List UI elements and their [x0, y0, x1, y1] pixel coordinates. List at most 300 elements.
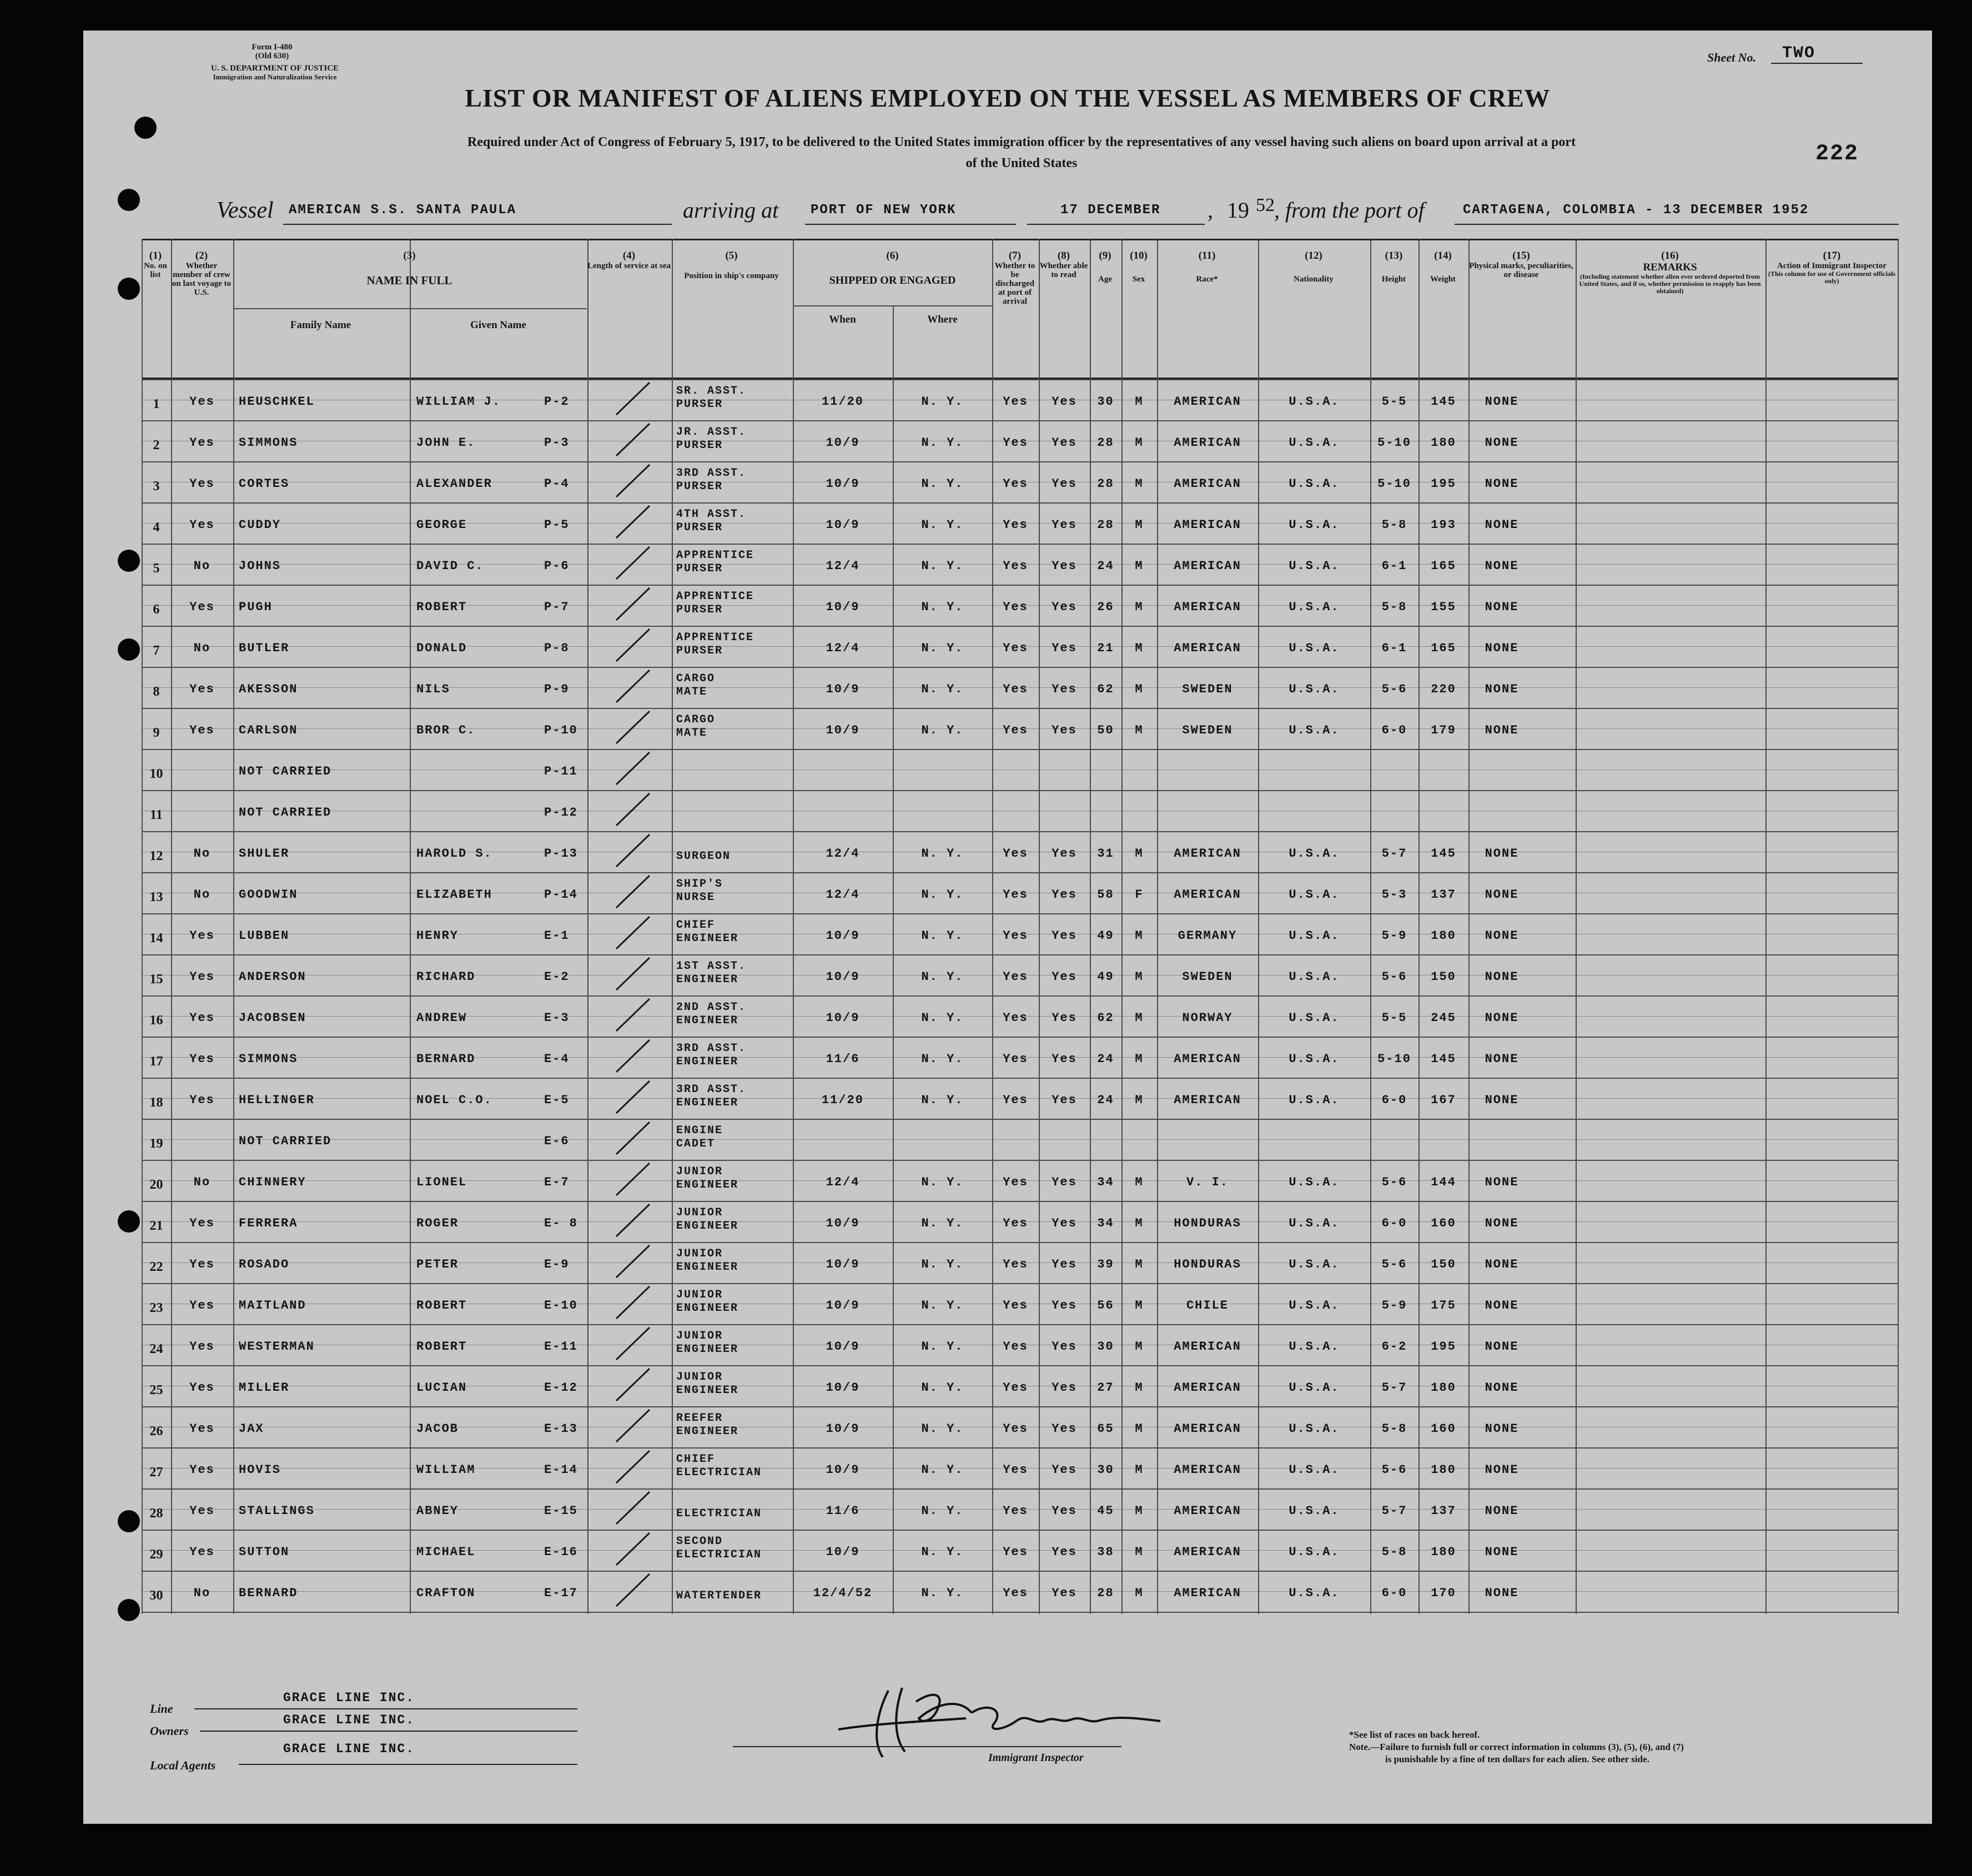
cell-read: Yes	[1052, 1504, 1077, 1518]
cell-where: N. Y.	[921, 929, 964, 943]
cell-pos1: SR. ASST.	[676, 385, 747, 398]
cell-read: Yes	[1052, 1422, 1077, 1436]
cell-weight: 145	[1431, 395, 1456, 409]
cell-pos1: SECOND	[676, 1535, 723, 1548]
cell-weight: 179	[1431, 723, 1456, 737]
cell-member: Yes	[189, 970, 215, 984]
service-check-mark	[611, 789, 666, 830]
cell-pos1: APPRENTICE	[676, 590, 754, 603]
cell-pos2: ELECTRICIAN	[676, 1507, 762, 1520]
cell-height: 6-0	[1381, 1216, 1407, 1230]
cell-when: 11/6	[826, 1052, 860, 1066]
cell-phys: NONE	[1485, 929, 1519, 943]
cell-code: E-3	[544, 1011, 570, 1025]
cell-read: Yes	[1052, 723, 1077, 737]
cell-weight: 160	[1431, 1216, 1456, 1230]
cell-pos1: CARGO	[676, 672, 716, 685]
form-number: Form I-480	[251, 43, 293, 52]
cell-weight: 160	[1431, 1422, 1456, 1436]
cell-phys: NONE	[1485, 1504, 1519, 1518]
cell-no: 10	[149, 767, 163, 781]
cell-age: 39	[1097, 1258, 1114, 1271]
cell-pos2: ELECTRICIAN	[676, 1548, 762, 1561]
table-row	[83, 1162, 1932, 1203]
cell-family: JAX	[239, 1422, 264, 1436]
cell-race: AMERICAN	[1174, 1545, 1241, 1559]
cell-read: Yes	[1052, 1463, 1077, 1477]
cell-height: 5-6	[1381, 970, 1407, 984]
cell-member: Yes	[189, 518, 215, 532]
cell-when: 12/4	[826, 559, 860, 573]
cell-family: MILLER	[239, 1381, 290, 1395]
cell-weight: 150	[1431, 970, 1456, 984]
cell-age: 49	[1097, 929, 1114, 943]
cell-pos1: APPRENTICE	[676, 549, 754, 562]
cell-when: 12/4	[826, 1175, 860, 1189]
cell-sex: M	[1135, 1463, 1144, 1477]
cell-race: CHILE	[1186, 1299, 1229, 1312]
table-row	[83, 916, 1932, 957]
cell-family: SHULER	[239, 847, 290, 861]
cell-read: Yes	[1052, 847, 1077, 861]
cell-read: Yes	[1052, 929, 1077, 943]
cell-height: 6-0	[1381, 723, 1407, 737]
cell-pos2: MATE	[676, 686, 708, 698]
table-row	[83, 1244, 1932, 1285]
cell-disch: Yes	[1003, 641, 1028, 655]
cell-race: AMERICAN	[1174, 395, 1241, 409]
cell-code: E-6	[544, 1134, 570, 1148]
cell-read: Yes	[1052, 1586, 1077, 1600]
cell-given: GEORGE	[416, 518, 467, 532]
cell-member: Yes	[189, 682, 215, 696]
cell-nat: U.S.A.	[1289, 518, 1340, 532]
cell-race: SWEDEN	[1182, 970, 1233, 984]
cell-pos2: ENGINEER	[676, 1261, 739, 1274]
cell-pos1: CHIEF	[676, 1453, 716, 1466]
cell-code: P-5	[544, 518, 570, 532]
cell-age: 30	[1097, 1340, 1114, 1354]
cell-where: N. Y.	[921, 682, 964, 696]
header-discharged: (7) Whether to be discharged at port of arrival	[994, 250, 1035, 306]
cell-no: 22	[149, 1260, 163, 1274]
cell-pos1: JUNIOR	[676, 1330, 723, 1342]
sheet-label: Sheet No.	[1707, 51, 1756, 64]
page-number: 222	[1815, 142, 1859, 167]
cell-code: E-13	[544, 1422, 578, 1436]
cell-race: GERMANY	[1178, 929, 1237, 943]
cell-phys: NONE	[1485, 477, 1519, 491]
cell-member: Yes	[189, 1545, 215, 1559]
cell-disch: Yes	[1003, 1422, 1028, 1436]
table-row	[83, 792, 1932, 833]
cell-weight: 180	[1431, 436, 1456, 450]
cell-weight: 180	[1431, 1463, 1456, 1477]
cell-pos2: ENGINEER	[676, 1343, 739, 1356]
cell-where: N. Y.	[921, 1175, 964, 1189]
cell-disch: Yes	[1003, 888, 1028, 902]
cell-sex: M	[1135, 723, 1144, 737]
cell-code: E-1	[544, 929, 570, 943]
cell-read: Yes	[1052, 888, 1077, 902]
cell-height: 5-7	[1381, 1504, 1407, 1518]
cell-code: E-10	[544, 1299, 578, 1312]
cell-no: 29	[149, 1547, 163, 1562]
cell-code: P-7	[544, 600, 570, 614]
cell-code: E-4	[544, 1052, 570, 1066]
cell-age: 45	[1097, 1504, 1114, 1518]
cell-pos2: CADET	[676, 1138, 716, 1150]
cell-code: E-5	[544, 1093, 570, 1107]
cell-family: PUGH	[239, 600, 273, 614]
cell-given: JACOB	[416, 1422, 459, 1436]
cell-where: N. Y.	[921, 1504, 964, 1518]
cell-pos1: REEFER	[676, 1412, 723, 1425]
cell-phys: NONE	[1485, 723, 1519, 737]
header-weight: (14) Weight	[1430, 250, 1456, 284]
cell-given: MICHAEL	[416, 1545, 476, 1559]
cell-read: Yes	[1052, 1011, 1077, 1025]
binder-hole	[118, 189, 140, 211]
cell-sex: M	[1135, 436, 1144, 450]
cell-family: CUDDY	[239, 518, 281, 532]
cell-nat: U.S.A.	[1289, 970, 1340, 984]
cell-race: AMERICAN	[1174, 847, 1241, 861]
cell-race: AMERICAN	[1174, 1381, 1241, 1395]
cell-race: AMERICAN	[1174, 1340, 1241, 1354]
cell-race: SWEDEN	[1182, 723, 1233, 737]
inspector-label: Immigrant Inspector	[988, 1752, 1084, 1764]
cell-sex: M	[1135, 682, 1144, 696]
cell-age: 24	[1097, 559, 1114, 573]
cell-where: N. Y.	[921, 1258, 964, 1271]
cell-nat: U.S.A.	[1289, 600, 1340, 614]
cell-age: 21	[1097, 641, 1114, 655]
cell-when: 10/9	[826, 1011, 860, 1025]
cell-age: 24	[1097, 1093, 1114, 1107]
service-check-mark	[611, 1446, 666, 1487]
cell-pos2: ENGINEER	[676, 1097, 739, 1109]
cell-age: 58	[1097, 888, 1114, 902]
line-value: GRACE LINE INC.	[283, 1691, 415, 1705]
cell-disch: Yes	[1003, 1586, 1028, 1600]
cell-code: E-15	[544, 1504, 578, 1518]
cell-weight: 180	[1431, 1381, 1456, 1395]
cell-family: SUTTON	[239, 1545, 290, 1559]
cell-age: 62	[1097, 1011, 1114, 1025]
cell-member: Yes	[189, 600, 215, 614]
service-check-mark	[611, 625, 666, 666]
cell-nat: U.S.A.	[1289, 1586, 1340, 1600]
cell-given: ROBERT	[416, 600, 467, 614]
header-physical: (15) Physical marks, peculiarities, or disease	[1469, 250, 1573, 279]
cell-disch: Yes	[1003, 395, 1028, 409]
service-check-mark	[611, 1282, 666, 1323]
cell-height: 5-5	[1381, 395, 1407, 409]
binder-hole	[118, 1510, 140, 1532]
cell-given: WILLIAM	[416, 1463, 476, 1477]
cell-where: N. Y.	[921, 518, 964, 532]
cell-race: AMERICAN	[1174, 436, 1241, 450]
table-row	[83, 464, 1932, 505]
cell-race: HONDURAS	[1174, 1258, 1241, 1271]
cell-no: 3	[153, 479, 160, 494]
cell-no: 26	[149, 1424, 163, 1439]
cell-family: JOHNS	[239, 559, 281, 573]
cell-disch: Yes	[1003, 1093, 1028, 1107]
header-able-read: (8) Whether able to read	[1039, 250, 1088, 279]
cell-sex: M	[1135, 395, 1144, 409]
date-value: 17 DECEMBER	[1060, 203, 1161, 218]
cell-code: E-7	[544, 1175, 570, 1189]
cell-sex: M	[1135, 1340, 1144, 1354]
cell-family: CHINNERY	[239, 1175, 306, 1189]
table-row	[83, 1203, 1932, 1244]
cell-weight: 220	[1431, 682, 1456, 696]
cell-member: Yes	[189, 1011, 215, 1025]
cell-pos2: SURGEON	[676, 850, 731, 863]
cell-member: Yes	[189, 723, 215, 737]
cell-weight: 155	[1431, 600, 1456, 614]
cell-nat: U.S.A.	[1289, 1216, 1340, 1230]
cell-member: Yes	[189, 1093, 215, 1107]
cell-phys: NONE	[1485, 1216, 1519, 1230]
from-label: , from the port of	[1274, 198, 1425, 223]
cell-code: P-14	[544, 888, 578, 902]
cell-code: E-14	[544, 1463, 578, 1477]
cell-height: 5-8	[1381, 1545, 1407, 1559]
cell-when: 10/9	[826, 436, 860, 450]
cell-family: SIMMONS	[239, 436, 298, 450]
service-check-mark	[611, 953, 666, 994]
cell-age: 26	[1097, 600, 1114, 614]
cell-where: N. Y.	[921, 1299, 964, 1312]
cell-height: 6-1	[1381, 559, 1407, 573]
cell-code: P-12	[544, 806, 578, 819]
agents-underline	[239, 1764, 577, 1765]
agents-label: Local Agents	[150, 1758, 216, 1772]
cell-disch: Yes	[1003, 1504, 1028, 1518]
cell-member: Yes	[189, 1504, 215, 1518]
cell-member: Yes	[189, 1381, 215, 1395]
cell-when: 10/9	[826, 1216, 860, 1230]
cell-given: HENRY	[416, 929, 459, 943]
service-check-mark	[611, 378, 666, 419]
cell-given: ALEXANDER	[416, 477, 492, 491]
cell-sex: M	[1135, 1216, 1144, 1230]
cell-race: AMERICAN	[1174, 1504, 1241, 1518]
service-check-mark	[611, 1528, 666, 1570]
cell-phys: NONE	[1485, 518, 1519, 532]
cell-height: 5-6	[1381, 1463, 1407, 1477]
header-position: (5) Position in ship's company	[684, 250, 779, 280]
cell-family: LUBBEN	[239, 929, 290, 943]
cell-when: 11/20	[821, 395, 864, 409]
cell-read: Yes	[1052, 970, 1077, 984]
cell-when: 10/9	[826, 600, 860, 614]
cell-weight: 170	[1431, 1586, 1456, 1600]
table-row	[83, 1450, 1932, 1491]
cell-where: N. Y.	[921, 847, 964, 861]
cell-no: 23	[149, 1301, 163, 1315]
cell-member: Yes	[189, 1422, 215, 1436]
cell-code: E-2	[544, 970, 570, 984]
cell-when: 12/4	[826, 641, 860, 655]
cell-where: N. Y.	[921, 970, 964, 984]
table-row	[83, 669, 1932, 710]
cell-no: 1	[153, 397, 160, 411]
cell-read: Yes	[1052, 1340, 1077, 1354]
cell-disch: Yes	[1003, 723, 1028, 737]
cell-pos1: JUNIOR	[676, 1289, 723, 1301]
cell-member: No	[193, 1175, 211, 1189]
cell-member: Yes	[189, 477, 215, 491]
cell-read: Yes	[1052, 1545, 1077, 1559]
cell-read: Yes	[1052, 1093, 1077, 1107]
cell-no: 24	[149, 1342, 163, 1356]
cell-family: JACOBSEN	[239, 1011, 306, 1025]
manifest-sheet	[83, 31, 1932, 1824]
owners-underline	[200, 1731, 577, 1732]
cell-race: AMERICAN	[1174, 1052, 1241, 1066]
cell-read: Yes	[1052, 641, 1077, 655]
cell-family: HOVIS	[239, 1463, 281, 1477]
cell-family: ANDERSON	[239, 970, 306, 984]
owners-value: GRACE LINE INC.	[283, 1713, 415, 1727]
table-row	[83, 505, 1932, 546]
cell-nat: U.S.A.	[1289, 847, 1340, 861]
cell-where: N. Y.	[921, 1011, 964, 1025]
cell-disch: Yes	[1003, 1011, 1028, 1025]
cell-weight: 195	[1431, 477, 1456, 491]
cell-given: HAROLD S.	[416, 847, 492, 861]
cell-read: Yes	[1052, 1175, 1077, 1189]
service-check-mark	[611, 584, 666, 625]
cell-family: NOT CARRIED	[239, 765, 332, 778]
cell-pos2: ENGINEER	[676, 1055, 739, 1068]
cell-phys: NONE	[1485, 641, 1519, 655]
cell-read: Yes	[1052, 600, 1077, 614]
cell-race: AMERICAN	[1174, 559, 1241, 573]
cell-where: N. Y.	[921, 436, 964, 450]
cell-pos1: SHIP'S	[676, 878, 723, 891]
cell-pos2: PURSER	[676, 480, 723, 493]
cell-pos2: PURSER	[676, 645, 723, 657]
cell-age: 28	[1097, 1586, 1114, 1600]
agents-value: GRACE LINE INC.	[283, 1742, 415, 1756]
table-row	[83, 381, 1932, 423]
cell-pos2: ENGINEER	[676, 1014, 739, 1027]
cell-given: RICHARD	[416, 970, 476, 984]
owners-label: Owners	[150, 1724, 189, 1738]
cell-code: E-16	[544, 1545, 578, 1559]
cell-pos1: 2ND ASST.	[676, 1001, 747, 1014]
cell-age: 38	[1097, 1545, 1114, 1559]
cell-age: 34	[1097, 1175, 1114, 1189]
cell-disch: Yes	[1003, 1340, 1028, 1354]
cell-age: 65	[1097, 1422, 1114, 1436]
cell-phys: NONE	[1485, 970, 1519, 984]
cell-nat: U.S.A.	[1289, 1340, 1340, 1354]
cell-read: Yes	[1052, 1216, 1077, 1230]
cell-disch: Yes	[1003, 518, 1028, 532]
cell-no: 17	[149, 1054, 163, 1069]
table-row	[83, 1367, 1932, 1409]
cell-race: AMERICAN	[1174, 888, 1241, 902]
cell-phys: NONE	[1485, 1545, 1519, 1559]
cell-disch: Yes	[1003, 436, 1028, 450]
cell-disch: Yes	[1003, 929, 1028, 943]
cell-pos1: 3RD ASST.	[676, 1083, 747, 1096]
cell-weight: 137	[1431, 888, 1456, 902]
cell-pos2: ENGINEER	[676, 1220, 739, 1233]
cell-given: DONALD	[416, 641, 467, 655]
cell-family: HEUSCHKEL	[239, 395, 315, 409]
cell-when: 10/9	[826, 1422, 860, 1436]
cell-race: V. I.	[1186, 1175, 1229, 1189]
cell-where: N. Y.	[921, 1422, 964, 1436]
cell-where: N. Y.	[921, 888, 964, 902]
cell-sex: M	[1135, 641, 1144, 655]
department: U. S. DEPARTMENT OF JUSTICE	[210, 64, 339, 73]
cell-member: Yes	[189, 436, 215, 450]
cell-member: No	[193, 559, 211, 573]
cell-pos1: 1ST ASST.	[676, 960, 747, 973]
cell-where: N. Y.	[921, 641, 964, 655]
cell-no: 2	[153, 438, 160, 452]
cell-height: 5-3	[1381, 888, 1407, 902]
cell-pos1: ENGINE	[676, 1124, 723, 1137]
cell-pos1: JUNIOR	[676, 1165, 723, 1178]
cell-phys: NONE	[1485, 1175, 1519, 1189]
cell-read: Yes	[1052, 395, 1077, 409]
header-no: (1) No. on list	[144, 250, 167, 279]
cell-when: 10/9	[826, 970, 860, 984]
cell-pos1: CHIEF	[676, 919, 716, 932]
cell-height: 6-1	[1381, 641, 1407, 655]
cell-pos2: ENGINEER	[676, 973, 739, 986]
year-suffix: 52	[1256, 195, 1275, 215]
cell-weight: 180	[1431, 929, 1456, 943]
cell-disch: Yes	[1003, 1463, 1028, 1477]
cell-where: N. Y.	[921, 477, 964, 491]
cell-weight: 165	[1431, 641, 1456, 655]
cell-when: 10/9	[826, 929, 860, 943]
cell-no: 21	[149, 1219, 163, 1233]
cell-height: 5-10	[1377, 477, 1411, 491]
cell-pos2: NURSE	[676, 891, 716, 904]
cell-race: NORWAY	[1182, 1011, 1233, 1025]
cell-no: 5	[153, 561, 160, 576]
service-check-mark	[611, 1200, 666, 1241]
cell-race: AMERICAN	[1174, 1093, 1241, 1107]
note-fine: is punishable by a fine of ten dollars for each alien. See other side.	[1385, 1754, 1649, 1764]
cell-weight: 150	[1431, 1258, 1456, 1271]
table-row	[83, 423, 1932, 464]
table-row	[83, 546, 1932, 587]
cell-sex: M	[1135, 477, 1144, 491]
cell-code: P-2	[544, 395, 570, 409]
vessel-value: AMERICAN S.S. SANTA PAULA	[289, 203, 517, 218]
cell-height: 5-6	[1381, 682, 1407, 696]
cell-phys: NONE	[1485, 847, 1519, 861]
cell-family: STALLINGS	[239, 1504, 315, 1518]
cell-family: BUTLER	[239, 641, 290, 655]
cell-disch: Yes	[1003, 847, 1028, 861]
cell-code: E-9	[544, 1258, 570, 1271]
cell-member: Yes	[189, 1463, 215, 1477]
cell-nat: U.S.A.	[1289, 477, 1340, 491]
